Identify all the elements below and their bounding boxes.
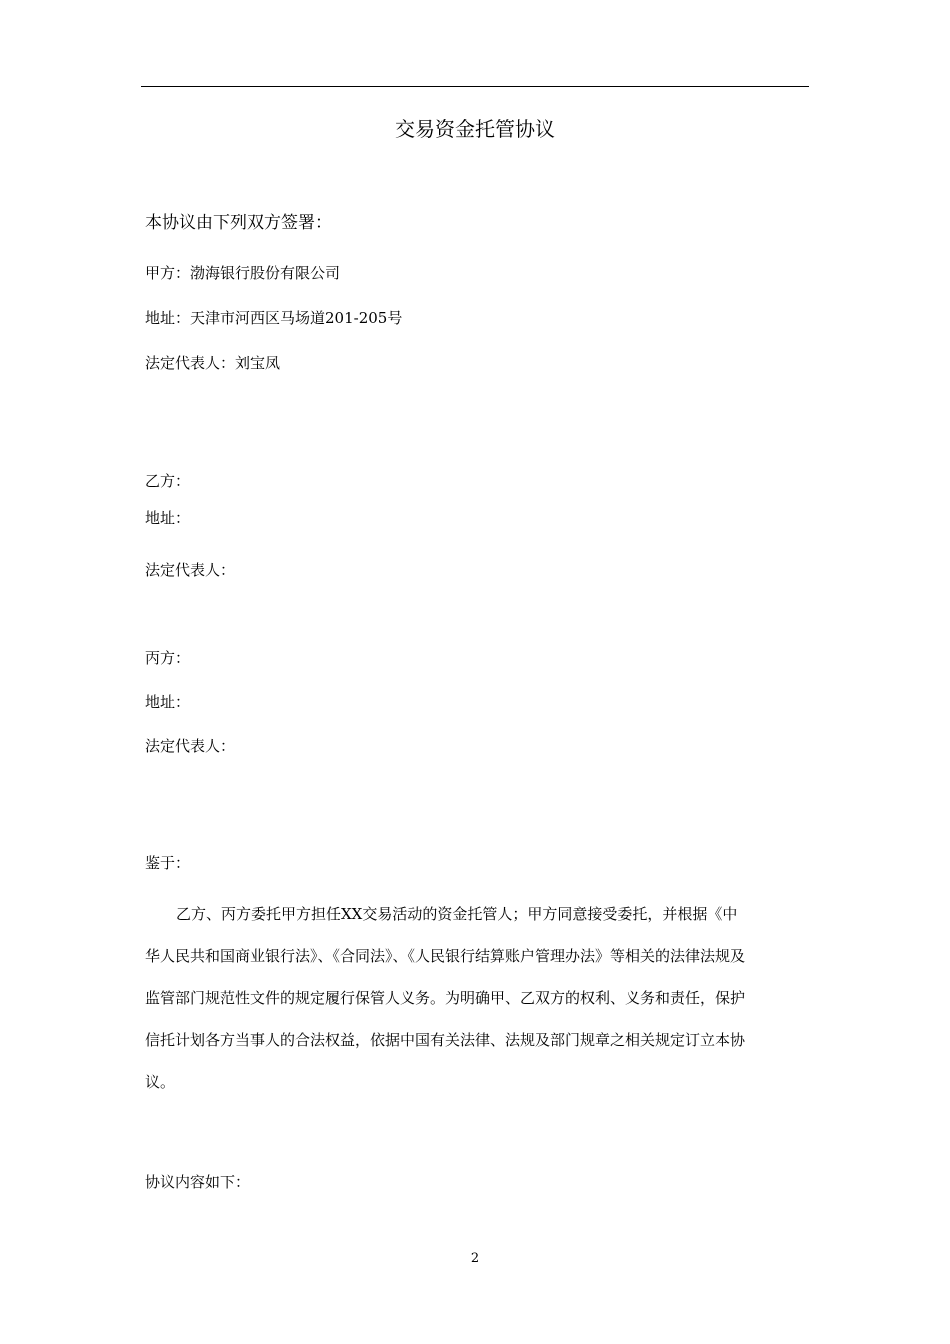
party-a-address: 地址：天津市河西区马场道201-205号 <box>145 309 403 327</box>
whereas-line: 乙方、丙方委托甲方担任XX交易活动的资金托管人；甲方同意接受委托，并根据《中 <box>176 905 738 923</box>
whereas-heading: 鉴于： <box>145 854 191 872</box>
party-c-representative: 法定代表人： <box>145 737 236 755</box>
party-a-representative: 法定代表人：刘宝凤 <box>145 354 281 372</box>
whereas-line: 信托计划各方当事人的合法权益，依据中国有关法律、法规及部门规章之相关规定订立本协 <box>145 1031 746 1049</box>
page-number: 2 <box>470 1251 480 1266</box>
content-heading: 协议内容如下： <box>145 1173 251 1191</box>
party-b-address: 地址： <box>145 509 191 527</box>
whereas-line: 监管部门规范性文件的规定履行保管人义务。为明确甲、乙双方的权利、义务和责任，保护 <box>145 989 746 1007</box>
header-rule <box>141 86 809 87</box>
intro-text: 本协议由下列双方签署： <box>145 213 332 233</box>
party-c-address: 地址： <box>145 693 191 711</box>
party-b-name: 乙方： <box>145 472 191 490</box>
party-b-representative: 法定代表人： <box>145 561 236 579</box>
party-a-name: 甲方：渤海银行股份有限公司 <box>145 264 341 282</box>
whereas-line: 议。 <box>145 1073 176 1091</box>
party-c-name: 丙方： <box>145 649 191 667</box>
document-title: 交易资金托管协议 <box>395 117 555 141</box>
whereas-line: 华人民共和国商业银行法》、《合同法》、《人民银行结算账户管理办法》等相关的法律法规及 <box>145 947 746 965</box>
